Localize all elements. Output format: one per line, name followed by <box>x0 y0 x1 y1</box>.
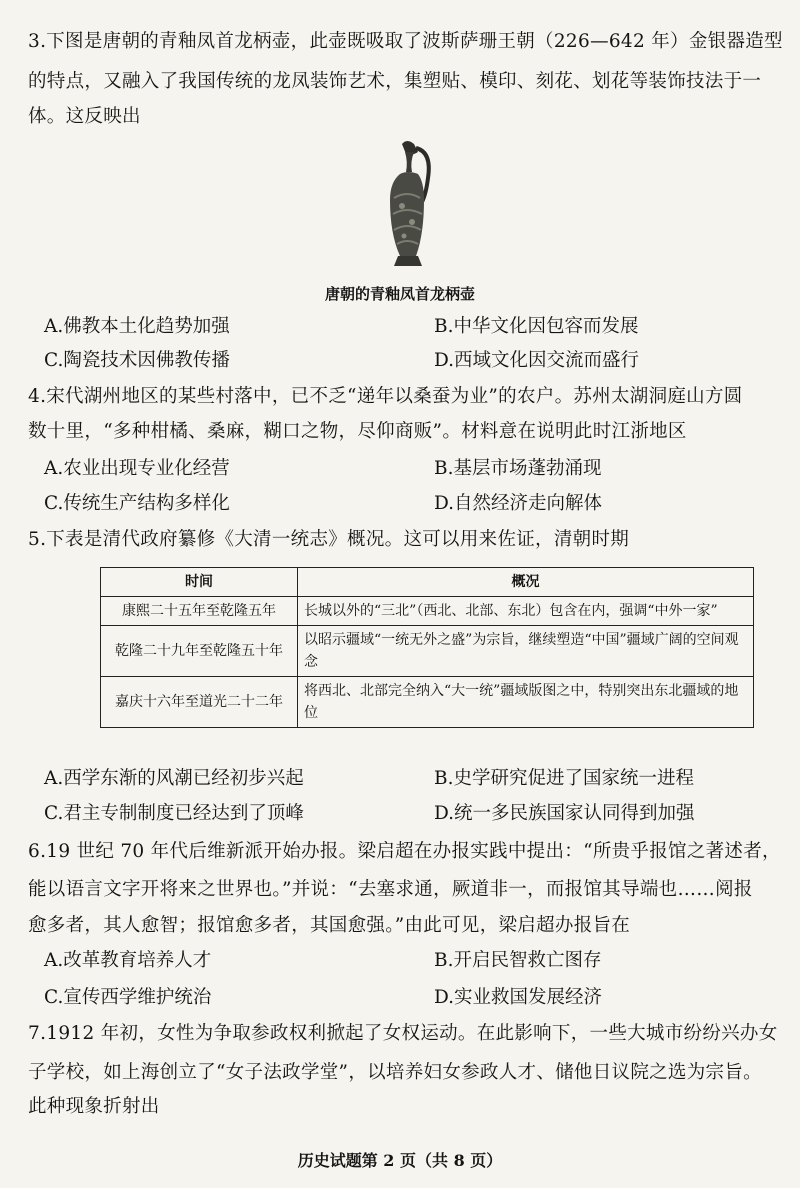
q3-stem-line: 3.下图是唐朝的青釉凤首龙柄壶，此壶既吸取了波斯萨珊王朝（226—642 年）金银器造型 <box>28 31 783 52</box>
q3-stem-line: 的特点，又融入了我国传统的龙凤装饰艺术，集塑贴、模印、刻花、划花等装饰技法于一 <box>28 71 762 92</box>
q3-option-a[interactable]: A.佛教本土化趋势加强 <box>44 316 230 337</box>
q3-option-b[interactable]: B.中华文化因包容而发展 <box>434 316 639 337</box>
table-cell-time: 康熙二十五年至乾隆五年 <box>101 597 298 626</box>
table-row <box>101 597 754 626</box>
q6-stem-line: 能以语言文字开将来之世界也。”并说：“去塞求通，厥道非一，而报馆其导端也……阅报 <box>28 879 753 900</box>
table-cell-time: 乾隆二十九年至乾隆五十年 <box>101 626 298 677</box>
table-cell-overview: 长城以外的“三北”（西北、北部、东北）包含在内，强调“中外一家” <box>298 597 754 626</box>
table-row <box>101 626 754 677</box>
q3-option-c[interactable]: C.陶瓷技术因佛教传播 <box>44 350 230 371</box>
q4-option-c[interactable]: C.传统生产结构多样化 <box>44 493 230 514</box>
q5-option-d[interactable]: D.统一多民族国家认同得到加强 <box>434 803 695 824</box>
q6-option-c[interactable]: C.宣传西学维护统治 <box>44 987 212 1008</box>
table-cell-overview: 以昭示疆域“一统无外之盛”为宗旨，继续塑造“中国”疆域广阔的空间观念 <box>298 626 754 677</box>
q7-stem-line: 7.1912 年初，女性为争取参政权利掀起了女权运动。在此影响下，一些大城市纷纷兴办女 <box>28 1023 778 1044</box>
table-header-time: 时间 <box>101 568 298 597</box>
page-footer: 历史试题第 2 页（共 8 页） <box>297 1151 503 1170</box>
q6-stem-line: 愈多者，其人愈智；报馆愈多者，其国愈强。”由此可见，梁启超办报旨在 <box>28 915 631 936</box>
table-header-row <box>101 568 754 597</box>
table-cell-time: 嘉庆十六年至道光二十二年 <box>101 677 298 728</box>
q3-option-d[interactable]: D.西域文化因交流而盛行 <box>434 350 640 371</box>
history-table <box>100 567 754 728</box>
q6-stem-line: 6.19 世纪 70 年代后维新派开始办报。梁启超在办报实践中提出：“所贵乎报馆之著述者， <box>28 841 781 862</box>
q7-stem-line: 子学校，如上海创立了“女子法政学堂”，以培养妇女参政人才、储他日议院之选为宗旨。 <box>28 1062 762 1083</box>
table-cell-overview: 将西北、北部完全纳入“大一统”疆域版图之中，特别突出东北疆域的地位 <box>298 677 754 728</box>
q4-option-a[interactable]: A.农业出现专业化经营 <box>44 458 230 479</box>
q6-option-a[interactable]: A.改革教育培养人才 <box>44 950 212 971</box>
q5-option-b[interactable]: B.史学研究促进了国家统一进程 <box>434 768 694 789</box>
q4-stem-line: 数十里，“多种柑橘、桑麻，糊口之物，尽仰商贩”。材料意在说明此时江浙地区 <box>28 421 687 442</box>
q4-option-b[interactable]: B.基层市场蓬勃涌现 <box>434 458 602 479</box>
q5-option-a[interactable]: A.西学东渐的风潮已经初步兴起 <box>44 768 304 789</box>
table-row <box>101 677 754 728</box>
q5-option-c[interactable]: C.君主专制制度已经达到了顶峰 <box>44 803 304 824</box>
q6-option-b[interactable]: B.开启民智救亡图存 <box>434 950 602 971</box>
q4-stem-line: 4.宋代湖州地区的某些村落中，已不乏“递年以桑蚕为业”的农户。苏州太湖洞庭山方圆 <box>28 386 743 407</box>
q3-stem-line: 体。这反映出 <box>28 106 141 127</box>
q7-stem-line: 此种现象折射出 <box>28 1096 160 1117</box>
q4-option-d[interactable]: D.自然经济走向解体 <box>434 493 603 514</box>
q5-stem-line: 5.下表是清代政府纂修《大清一统志》概况。这可以用来佐证，清朝时期 <box>28 529 630 550</box>
q6-option-d[interactable]: D.实业救国发展经济 <box>434 987 603 1008</box>
table-header-overview: 概况 <box>298 568 754 597</box>
celadon-ewer-image <box>372 138 442 274</box>
image-caption: 唐朝的青釉凤首龙柄壶 <box>324 285 475 303</box>
